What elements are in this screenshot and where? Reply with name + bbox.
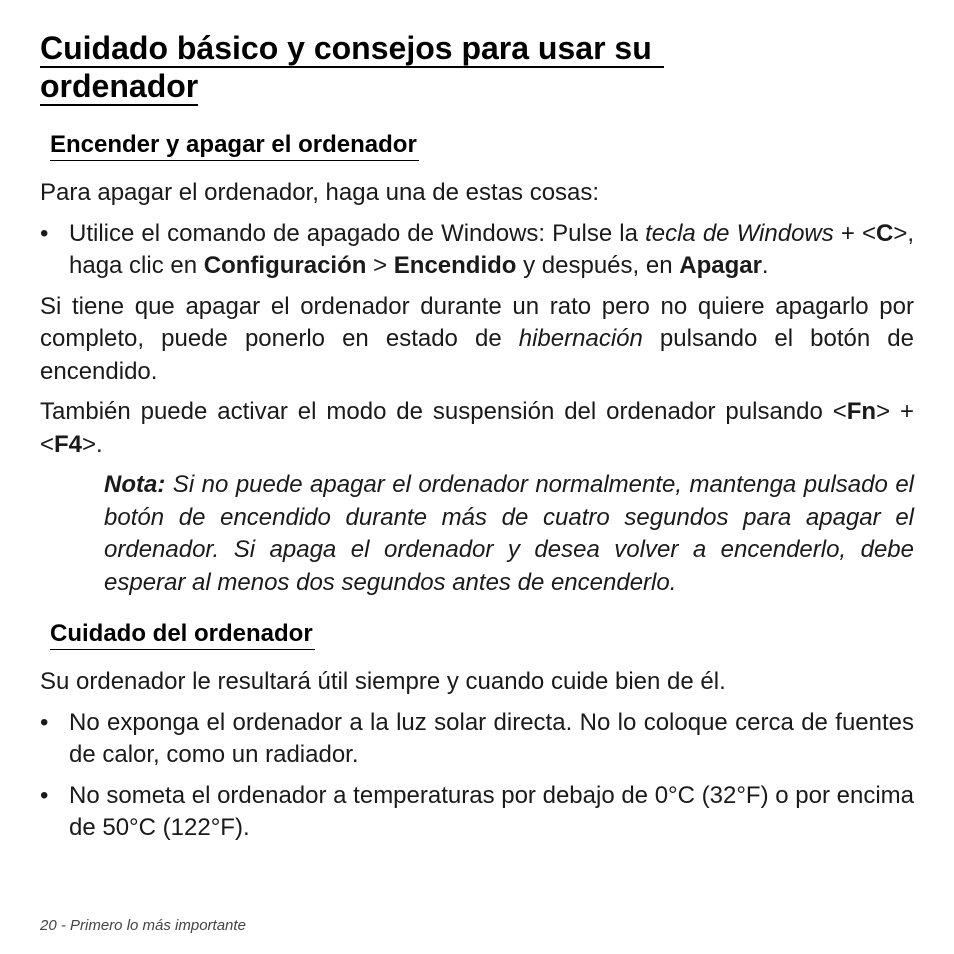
bullet-marker: • [40, 708, 49, 736]
list-item: • No exponga el ordenador a la luz solar directa. No lo coloque cerca de fuentes de calor, como un radiador. [40, 708, 914, 768]
hibernate-paragraph: Si tiene que apagar el ordenador durante un rato pero no quiere apagarlo por completo, puede ponerlo en estado de hibernación pulsando el botón de encendido. [40, 292, 914, 385]
page-footer: 20 - Primero lo más importante [40, 917, 246, 934]
sleep-paragraph: También puede activar el modo de suspensión del ordenador pulsando <Fn> + <F4>. [40, 398, 914, 458]
section-heading-care: Cuidado del ordenador [40, 619, 914, 650]
page-title [40, 30, 914, 106]
power-intro: Para apagar el ordenador, haga una de estas cosas: [40, 179, 600, 206]
care-intro: Su ordenador le resultará útil siempre y cuando cuide bien de él. [40, 668, 726, 695]
note-paragraph: Nota: Si no puede apagar el ordenador normalmente, mantenga pulsado el botón de encendido durante más de cuatro segundos para apagar el ordenador. Si apaga el ordenador y desea volver a encenderlo, debe esperar al menos dos segundos antes de encenderlo. [104, 471, 914, 596]
page-title-line2: ordenador [40, 68, 199, 104]
page-title-line1: Cuidado básico y consejos para usar su [40, 30, 664, 68]
note-label: Nota: [104, 471, 166, 498]
list-item-shutdown: • Utilice el comando de apagado de Windows: Pulse la tecla de Windows + <C>, haga clic en Configuración > Encendido y después, en Apagar. [40, 219, 914, 279]
section-heading-power: Encender y apagar el ordenador [40, 130, 914, 161]
page-content [40, 30, 914, 845]
bullet-marker: • [40, 219, 49, 247]
bullet-marker: • [40, 781, 49, 809]
list-item: • No someta el ordenador a temperaturas por debajo de 0°C (32°F) o por encima de 50°C (122°F). [40, 781, 914, 841]
